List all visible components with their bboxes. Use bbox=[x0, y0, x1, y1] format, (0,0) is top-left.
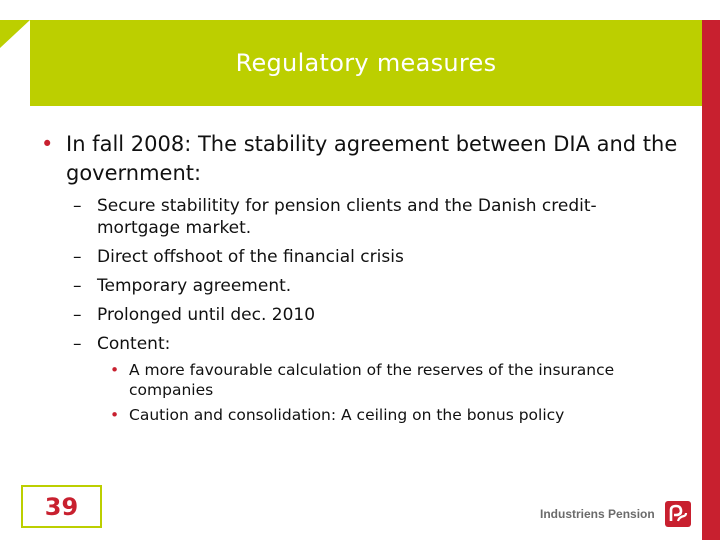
level2-text: Content: bbox=[97, 334, 171, 354]
level3-text: Caution and consolidation: A ceiling on the bonus policy bbox=[129, 406, 565, 424]
level2-text: Secure stabilitity for pension clients and the Danish credit-mortgage market. bbox=[97, 196, 597, 238]
bullet-icon: • bbox=[110, 361, 120, 379]
level2-text: Temporary agreement. bbox=[97, 276, 292, 296]
page-number: 39 bbox=[21, 485, 102, 528]
level1-item bbox=[41, 130, 686, 188]
level3-item bbox=[110, 405, 689, 425]
level2-list bbox=[73, 195, 677, 362]
level2-item bbox=[73, 275, 677, 297]
bullet-icon: • bbox=[110, 406, 120, 424]
logo-text: Industriens Pension bbox=[540, 507, 655, 521]
level3-item bbox=[110, 360, 689, 400]
right-accent-stripe bbox=[702, 20, 720, 540]
level2-item bbox=[73, 246, 677, 268]
dash-icon: – bbox=[73, 247, 82, 267]
slide-title: Regulatory measures bbox=[235, 49, 497, 77]
level2-item bbox=[73, 333, 677, 355]
level3-list bbox=[110, 360, 689, 430]
level2-item bbox=[73, 304, 677, 326]
level2-item bbox=[73, 195, 677, 239]
bullet-icon: • bbox=[41, 132, 54, 156]
dash-icon: – bbox=[73, 276, 82, 296]
level2-text: Direct offshoot of the financial crisis bbox=[97, 247, 404, 267]
level2-text: Prolonged until dec. 2010 bbox=[97, 305, 316, 325]
industriens-pension-logo-icon bbox=[665, 501, 691, 527]
level1-text: In fall 2008: The stability agreement between DIA and the government: bbox=[66, 132, 678, 185]
level3-text: A more favourable calculation of the reserves of the insurance companies bbox=[129, 361, 615, 399]
dash-icon: – bbox=[73, 334, 82, 354]
dash-icon: – bbox=[73, 305, 82, 325]
dash-icon: – bbox=[73, 196, 82, 216]
company-logo bbox=[540, 500, 691, 528]
